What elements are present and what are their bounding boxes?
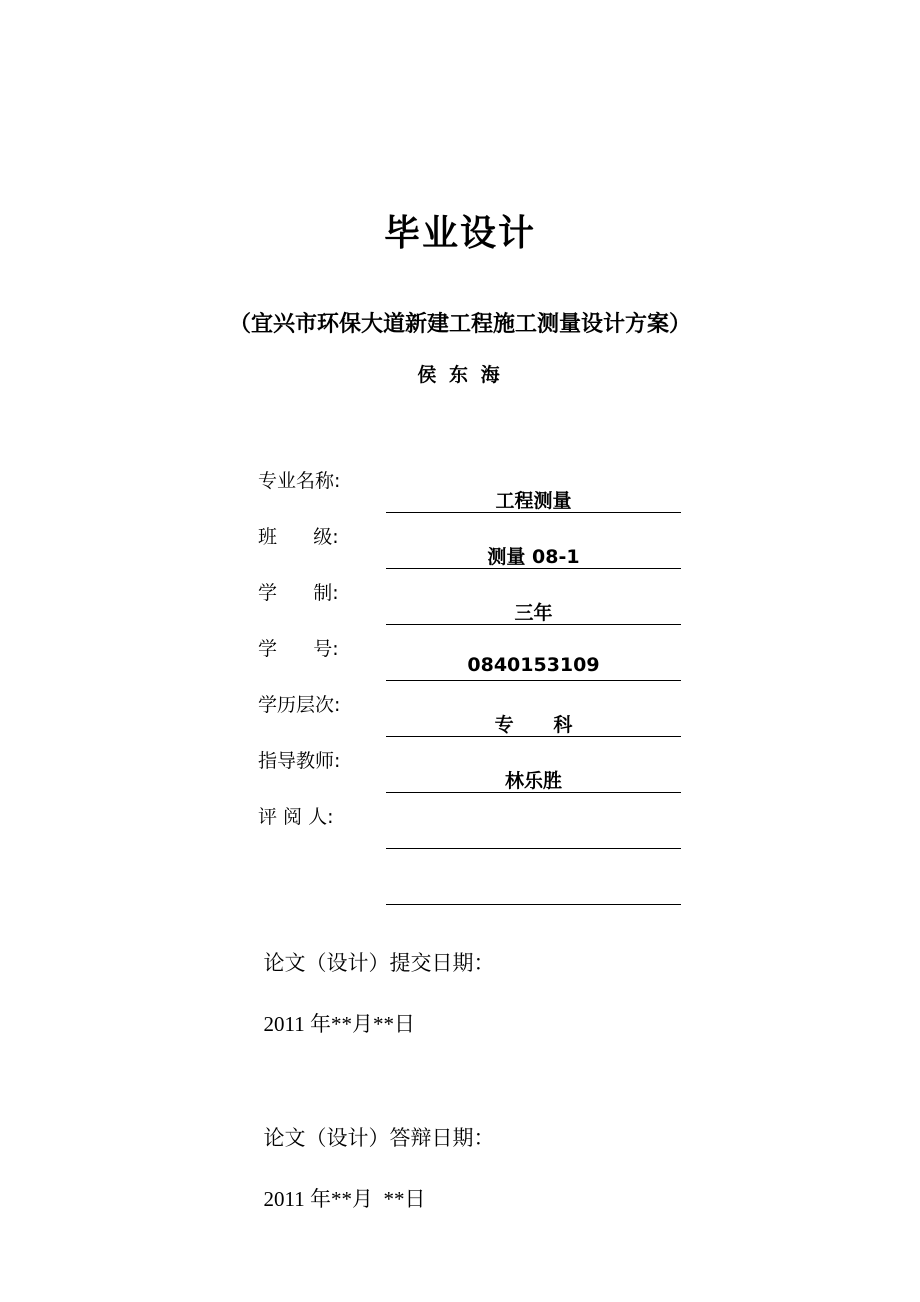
field-label-advisor: 指导教师: [258,750,341,772]
field-underline-class [386,518,681,569]
field-value-student-id: 0840153109 [467,654,600,676]
field-underline-education-level [386,686,681,737]
field-label-education-level: 学历层次: [258,694,341,716]
field-underline-duration [386,574,681,625]
author-name: 侯 东 海 [417,364,503,386]
field-label-student-id: 学 号: [258,638,339,660]
field-underline-extra [386,854,681,905]
field-row-class [258,518,688,574]
field-row-advisor [258,742,688,798]
field-underline-advisor [386,742,681,793]
info-field-list [258,462,688,910]
submission-date-label: 论文（设计）提交日期： [263,951,495,976]
field-row-major [258,462,688,518]
field-label-duration: 学 制: [258,582,339,604]
field-row-student-id [258,630,688,686]
defense-date-value: 2011 年**月 **日 [263,1186,426,1211]
page-subtitle: （宜兴市环保大道新建工程施工测量设计方案） [228,312,691,337]
defense-date-label: 论文（设计）答辩日期： [263,1125,495,1150]
submission-date-row [232,918,872,1070]
field-row-education-level [258,686,688,742]
field-value-education-level: 专 科 [494,714,573,736]
field-label-class: 班 级: [258,526,339,548]
field-label-major: 专业名称: [258,470,341,492]
field-value-advisor: 林乐胜 [504,770,562,792]
field-label-reviewer: 评 阅 人: [258,806,334,828]
field-value-duration: 三年 [514,602,553,624]
submission-date-value: 2011 年**月**日 [263,1012,415,1037]
field-row-extra [258,854,688,910]
field-underline-major [386,462,681,513]
page-title: 毕业设计 [383,213,536,254]
field-underline-student-id [386,630,681,681]
field-value-class: 测量 08-1 [487,546,580,568]
field-value-major: 工程测量 [495,490,572,512]
field-row-reviewer [258,798,688,854]
date-list [232,918,872,1266]
field-underline-reviewer [386,798,681,849]
defense-date-row [232,1092,872,1244]
field-row-duration [258,574,688,630]
